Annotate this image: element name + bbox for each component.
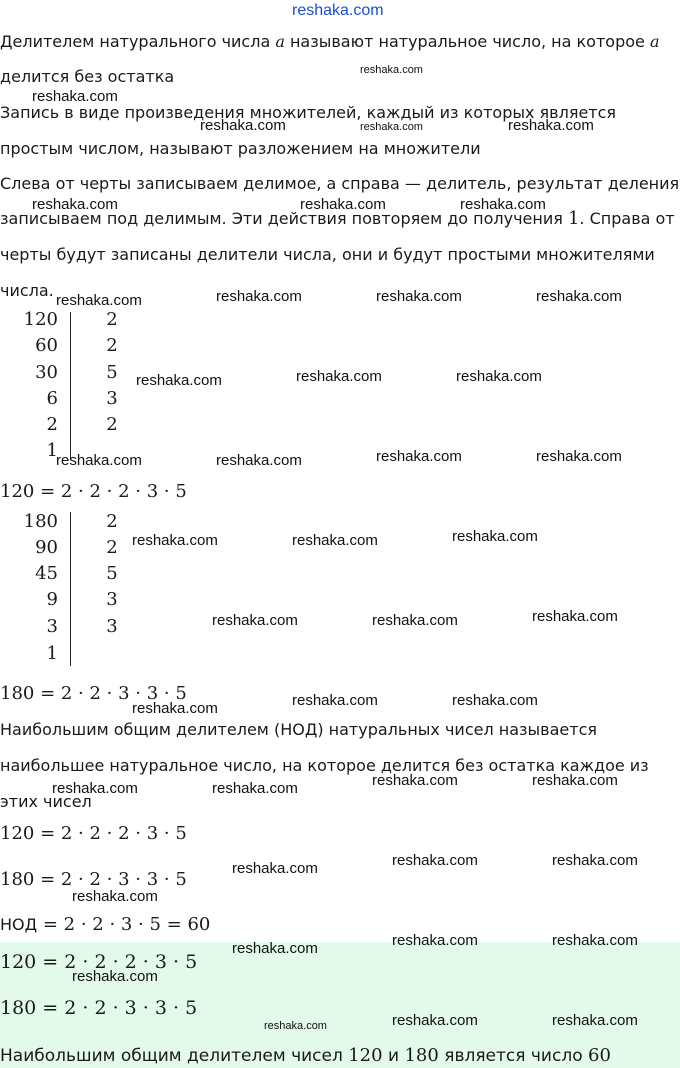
watermark: reshaka.com — [52, 780, 138, 797]
divisor: 3 — [106, 388, 118, 409]
para2-line1: Запись в виде произведения множителей, каждый из которых является — [0, 103, 617, 122]
divisor: 2 — [106, 511, 118, 532]
watermark: reshaka.com — [56, 292, 142, 309]
watermark: reshaka.com — [72, 968, 158, 985]
divisor: 2 — [106, 335, 118, 356]
watermark: reshaka.com — [216, 288, 302, 305]
watermark: reshaka.com — [296, 368, 382, 385]
para4-line3: этих чисел — [0, 792, 92, 811]
watermark: reshaka.com — [552, 852, 638, 869]
watermark: reshaka.com — [216, 452, 302, 469]
watermark: reshaka.com — [460, 196, 546, 213]
watermark: reshaka.com — [56, 452, 142, 469]
para4-line2: наибольшее натуральное число, на которое делится без остатка каждое из — [0, 756, 649, 775]
divisor: 3 — [106, 616, 118, 637]
para4-line1: Наибольшим общим делителем (НОД) натуральных чисел называется — [0, 720, 597, 739]
watermark: reshaka.com — [392, 1012, 478, 1029]
watermark: reshaka.com — [552, 1012, 638, 1029]
equation-180-repeat: 180 = 2 · 2 · 3 · 3 · 5 — [0, 869, 187, 890]
watermark: reshaka.com — [360, 121, 423, 133]
watermark: reshaka.com — [212, 780, 298, 797]
watermark: reshaka.com — [392, 852, 478, 869]
watermark: reshaka.com — [536, 448, 622, 465]
equation-120: 120 = 2 · 2 · 2 · 3 · 5 — [0, 481, 187, 502]
watermark: reshaka.com — [372, 772, 458, 789]
dividend: 3 — [46, 616, 58, 637]
watermark: reshaka.com — [508, 117, 594, 134]
watermark: reshaka.com — [456, 368, 542, 385]
watermark: reshaka.com — [376, 288, 462, 305]
equation-120-highlighted: 120 = 2 · 2 · 2 · 3 · 5 — [0, 951, 198, 973]
nod-label: НОД — [0, 915, 38, 934]
site-link[interactable]: reshaka.com — [292, 2, 384, 19]
watermark: reshaka.com — [32, 196, 118, 213]
para2-line2: простым числом, называют разложением на множители — [0, 139, 481, 158]
dividend: 1 — [46, 440, 58, 461]
divisor: 5 — [106, 362, 118, 383]
para3-line3: черты будут записаны делители числа, они и будут простыми множителями — [0, 245, 655, 264]
divisor: 2 — [106, 309, 118, 330]
dividend: 60 — [35, 335, 58, 356]
dividend: 30 — [35, 362, 58, 383]
dividend: 180 — [23, 511, 58, 532]
final-answer: Наибольшим общим делителем чисел 120 и 180 является число 60 — [0, 1045, 611, 1066]
dividend: 90 — [35, 537, 58, 558]
para3-line2: записываем под делимым. Эти действия повторяем до получения 1. Справа от — [0, 208, 675, 229]
watermark: reshaka.com — [72, 888, 158, 905]
division-bar — [70, 512, 71, 666]
dividend: 2 — [46, 414, 58, 435]
dividend: 45 — [35, 563, 58, 584]
para3-line1: Слева от черты записываем делимое, а справа — делитель, результат деления — [0, 174, 680, 193]
dividend: 6 — [46, 388, 58, 409]
watermark: reshaka.com — [232, 860, 318, 877]
watermark: reshaka.com — [292, 692, 378, 709]
divisor: 3 — [106, 589, 118, 610]
watermark: reshaka.com — [32, 88, 118, 105]
watermark: reshaka.com — [360, 64, 423, 76]
watermark: reshaka.com — [392, 932, 478, 949]
watermark: reshaka.com — [532, 772, 618, 789]
equation-180: 180 = 2 · 2 · 3 · 3 · 5 — [0, 683, 187, 704]
watermark: reshaka.com — [132, 700, 218, 717]
nod-equation: НОД = 2 · 2 · 3 · 5 = 60 — [0, 914, 211, 935]
watermark: reshaka.com — [212, 612, 298, 629]
watermark: reshaka.com — [376, 448, 462, 465]
division-bar — [70, 312, 71, 460]
watermark: reshaka.com — [200, 117, 286, 134]
dividend: 120 — [23, 309, 58, 330]
watermark: reshaka.com — [452, 528, 538, 545]
divisor: 5 — [106, 563, 118, 584]
watermark: reshaka.com — [532, 608, 618, 625]
watermark: reshaka.com — [264, 1020, 327, 1032]
divisor: 2 — [106, 414, 118, 435]
equation-180-highlighted: 180 = 2 · 2 · 3 · 3 · 5 — [0, 997, 198, 1019]
divisor: 2 — [106, 537, 118, 558]
watermark: reshaka.com — [552, 932, 638, 949]
watermark: reshaka.com — [372, 612, 458, 629]
para1-line1: Делителем натурального числа a называют натуральное число, на которое a — [0, 32, 660, 51]
dividend: 9 — [46, 589, 58, 610]
watermark: reshaka.com — [132, 532, 218, 549]
watermark: reshaka.com — [536, 288, 622, 305]
watermark: reshaka.com — [136, 372, 222, 389]
watermark: reshaka.com — [452, 692, 538, 709]
watermark: reshaka.com — [292, 532, 378, 549]
watermark: reshaka.com — [232, 940, 318, 957]
para1-line2: делится без остатка — [0, 67, 175, 86]
dividend: 1 — [46, 643, 58, 664]
equation-120-repeat: 120 = 2 · 2 · 2 · 3 · 5 — [0, 823, 187, 844]
watermark: reshaka.com — [300, 196, 386, 213]
para3-line4: числа. — [0, 281, 54, 300]
